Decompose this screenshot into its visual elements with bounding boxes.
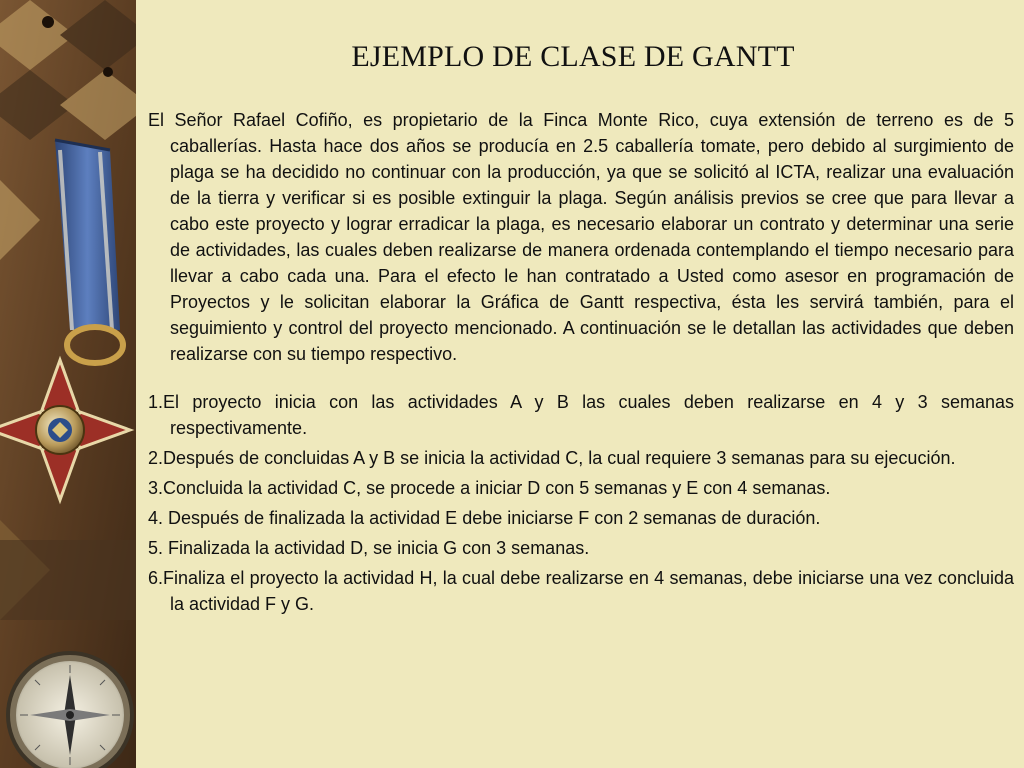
list-item: 3.Concluida la actividad C, se procede a iniciar D con 5 semanas y E con 4 semanas. <box>148 478 831 498</box>
page-title: EJEMPLO DE CLASE DE GANTT <box>351 40 795 73</box>
activity-list <box>148 389 1014 617</box>
list-item: 4. Después de finalizada la actividad E debe iniciarse F con 2 semanas de duración. <box>148 508 821 528</box>
decorative-image-strip <box>0 0 136 768</box>
list-item: 6.Finaliza el proyecto la actividad H, la cual debe realizarse en 4 semanas, debe iniciarse una vez concluida la actividad F y G. <box>148 568 1014 614</box>
slide <box>136 0 1024 768</box>
medal-collage-image <box>0 0 136 768</box>
list-item: 2.Después de concluidas A y B se inicia la actividad C, la cual requiere 3 semanas para su ejecución. <box>148 448 956 468</box>
compass-icon <box>8 653 132 768</box>
intro-paragraph: El Señor Rafael Cofiño, es propietario de la Finca Monte Rico, cuya extensión de terreno es de 5 caballerías. Hasta hace dos años se producía en 2.5 caballería tomate, pero debido al surgimiento de plaga se ha decidido no continuar con la producción, ya que se solicitó al ICTA, realizar una evaluación de la tierra y verificar si es posible extinguir la plaga. Según análisis previos se cree que para llevar a cabo este proyecto y lograr erradicar la plaga, es necesario elaborar un contrato y determinar una serie de actividades, las cuales deben realizarse de manera ordenada contemplando el tiempo necesario para llevar a cabo cada una. Para el efecto le han contratado a Usted como asesor en programación de Proyectos y le solicitan elaborar la Gráfica de Gantt respectiva, ésta les servirá también, para el seguimiento y control del proyecto mencionado. A continuación se le detallan las actividades que deben realizarse con su tiempo respectivo. <box>148 110 1014 364</box>
list-item: 5. Finalizada la actividad D, se inicia G con 3 semanas. <box>148 538 590 558</box>
list-item: 1.El proyecto inicia con las actividades A y B las cuales deben realizarse en 4 y 3 semanas respectivamente. <box>148 392 1014 438</box>
slide-body <box>148 107 1014 621</box>
